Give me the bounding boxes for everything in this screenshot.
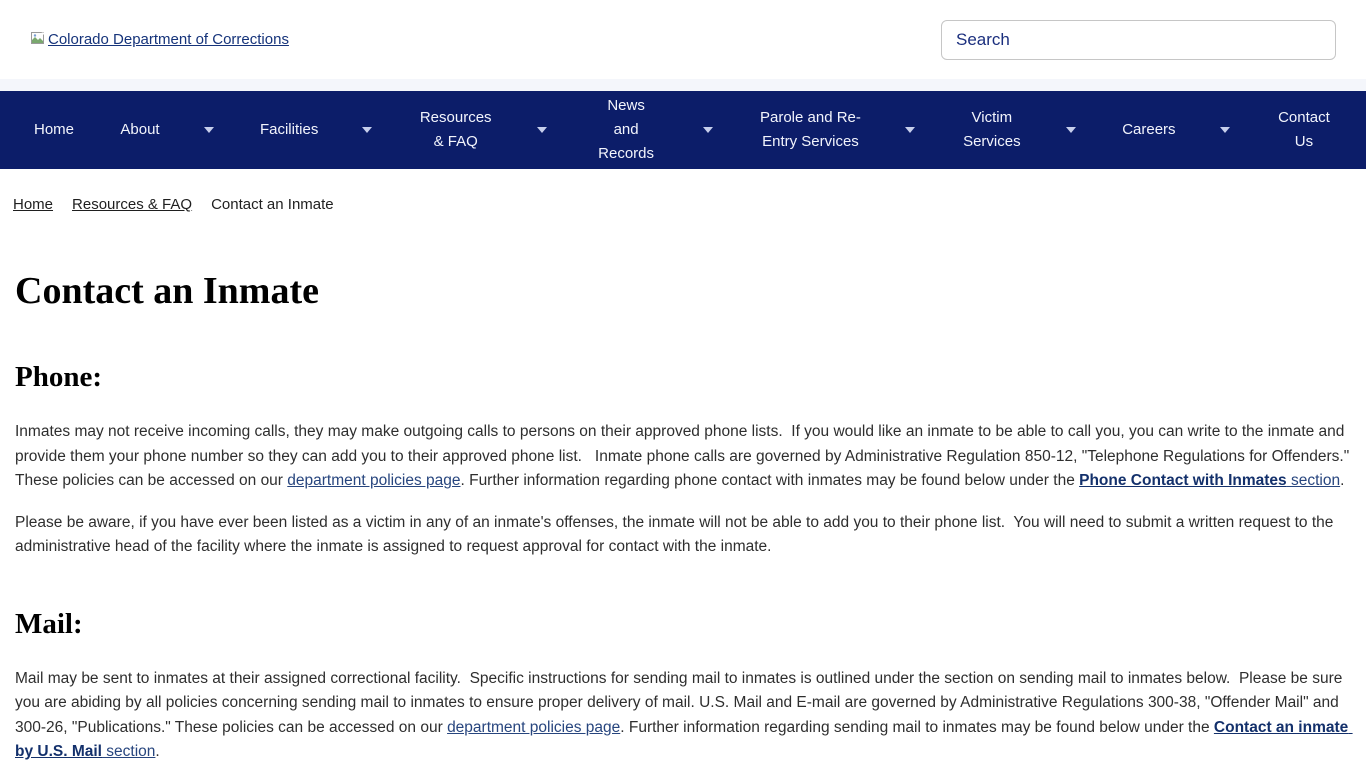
inline-link-contact-an-inmate-by-u-s-mail[interactable]: Contact an inmate by U.S. Mail (15, 718, 1353, 760)
breadcrumb-item-contact-an-inmate: Contact an Inmate (211, 196, 334, 213)
site-header (0, 0, 1366, 79)
nav-item-about[interactable] (120, 118, 213, 142)
breadcrumb-item-resources-faq[interactable]: Resources & FAQ (72, 196, 193, 213)
nav-item-label: Parole and Re-Entry Services (760, 109, 861, 150)
nav-item-label: News and Records (598, 97, 654, 162)
nav-item-careers[interactable] (1122, 118, 1229, 142)
nav-item-victim-services[interactable] (962, 106, 1076, 154)
main-nav (0, 91, 1366, 169)
nav-item-label: Contact Us (1278, 109, 1330, 150)
nav-item-resources-faq[interactable] (419, 106, 547, 154)
inline-link-section[interactable]: section (1286, 472, 1341, 489)
chevron-down-icon[interactable] (537, 127, 547, 133)
content-sections (15, 361, 1354, 765)
section-heading-mail: Mail: (15, 607, 83, 640)
nav-item-news-and-records[interactable] (593, 94, 713, 166)
chevron-down-icon[interactable] (703, 127, 713, 133)
search-input[interactable] (941, 20, 1336, 60)
nav-item-contact-us[interactable] (1276, 106, 1332, 154)
nav-item-facilities[interactable] (260, 118, 372, 142)
chevron-down-icon[interactable] (204, 127, 214, 133)
header-divider (0, 79, 1366, 91)
nav-item-label: Facilities (259, 121, 319, 138)
nav-item-label: Home (34, 121, 75, 138)
chevron-down-icon[interactable] (1220, 127, 1230, 133)
inline-link-department-policies-page[interactable]: department policies page (287, 472, 461, 489)
nav-item-label: About (120, 121, 160, 138)
chevron-down-icon[interactable] (362, 127, 372, 133)
body-paragraph: Inmates may not receive incoming calls, they may make outgoing calls to persons on their approved phone lists. If you would like an inmate to be able to call you, you can write to the inmate and provide them your phone number so they can add you to their approved phone list. Inmate phone calls are governed by Administrative Regulation 850-12, "Telephone Regulations for Offenders." These policies can be accessed on our department policies page. Further information regarding phone contact with inmates may be found below under the Phone Contact with Inmates section. (15, 423, 1354, 489)
nav-item-label: Careers (1122, 121, 1176, 138)
nav-item-home[interactable] (34, 118, 74, 142)
nav-item-parole-and-re-entry-services[interactable] (759, 106, 915, 154)
broken-image-icon (30, 29, 46, 50)
section-heading-phone: Phone: (15, 361, 102, 393)
inline-link-phone-contact-with-inmates[interactable]: Phone Contact with Inmates (1079, 472, 1287, 489)
chevron-down-icon[interactable] (905, 127, 915, 133)
nav-item-label: Resources & FAQ (419, 109, 492, 150)
body-paragraph: Please be aware, if you have ever been listed as a victim in any of an inmate's offenses, the inmate will not be able to add you to their phone list. You will need to submit a written request to the administrative head of the facility where the inmate is assigned to request approval for contact with the inmate. (15, 513, 1338, 555)
breadcrumb-item-home[interactable]: Home (13, 196, 54, 213)
inline-link-department-policies-page[interactable]: department policies page (447, 718, 621, 736)
main-content (0, 269, 1366, 765)
site-logo-label: Colorado Department of Corrections (48, 31, 289, 48)
inline-link-section[interactable]: section (102, 743, 156, 760)
breadcrumb (0, 169, 1366, 213)
page-title: Contact an Inmate (15, 270, 319, 312)
nav-item-label: Victim Services (963, 109, 1021, 150)
chevron-down-icon[interactable] (1066, 127, 1076, 133)
body-paragraph: Mail may be sent to inmates at their assigned correctional facility. Specific instructions for sending mail to inmates is outlined under the section on sending mail to inmates below. Please be sure you are abiding by all policies concerning sending mail to inmates to ensure proper delivery of mail. U.S. Mail and E-mail are governed by Administrative Regulations 300-38, "Offender Mail" and 300-26, "Publications." These policies can be accessed on our department policies page. Further information regarding sending mail to inmates may be found below under the Contact an inmate by U.S. Mail section. (15, 669, 1353, 760)
site-logo-link[interactable] (30, 29, 289, 50)
main-nav-list (0, 94, 1366, 166)
